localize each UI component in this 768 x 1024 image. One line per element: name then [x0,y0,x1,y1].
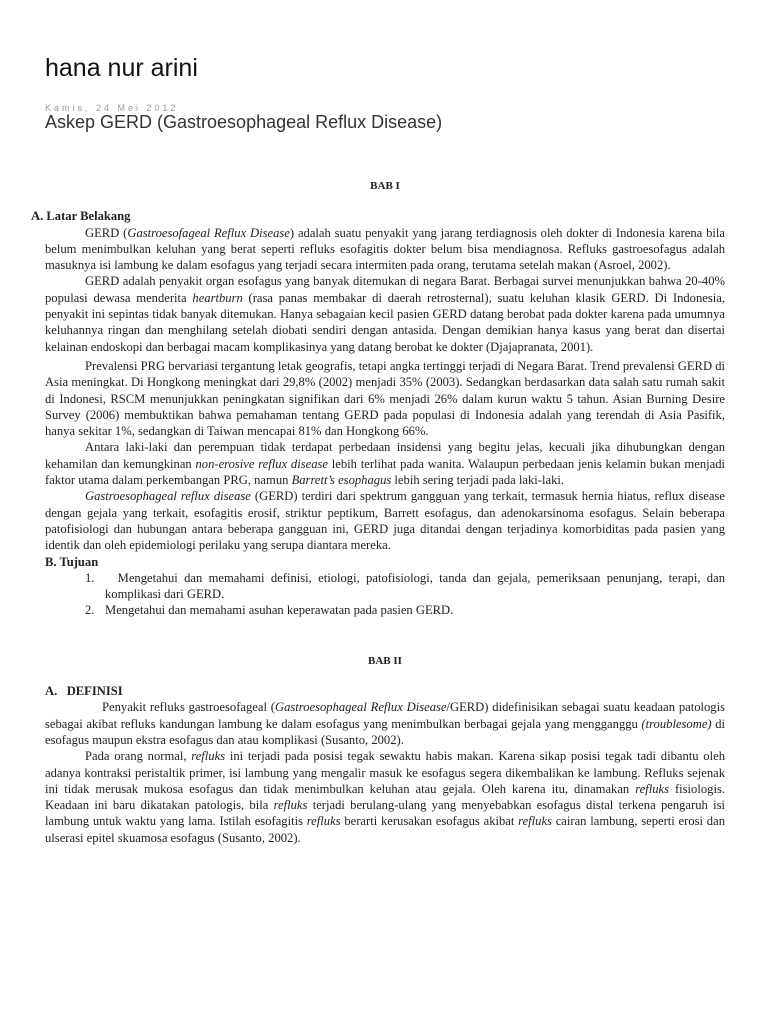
paragraph: GERD adalah penyakit organ esofagus yang banyak ditemukan di negara Barat. Berbagai survei menunjukkan bahwa 20-40% populasi dewasa menderita heartburn (rasa panas membakar di daerah retrosternal), suatu keluhan klasik GERD. Di Indonesia, penyakit ini sepintas tidak banyak ditemukan. Hanya sebagaian kecil pasien GERD datang berobat pada dokter karena pada umumnya keluhannya ringan dan menghilang setelah diobati sendiri dengan antasida. Dengan demikian hanya kasus yang berat dan disertai kelainan endoskopi dan berbagai macam komplikasinya yang datang berobat ke dokter (Djajapranata, 2001). [45,274,725,354]
paragraph: GERD (Gastroesofageal Reflux Disease) adalah suatu penyakit yang jarang terdiagnosis oleh dokter di Indonesia karena bila belum menimbulkan keluhan yang berat seperti refluks esofagitis dokter belum bisa mendiagnosa. Refluks gastroesofagus adalah masuknya isi lambung ke dalam esofagus yang terjadi secara intermiten pada orang, terutama setelah makan (Asroel, 2002). [45,225,726,273]
chapter-heading-bab-2: BAB II [368,654,402,667]
post-body [31,178,729,846]
paragraph: Pada orang normal, refluks ini terjadi pada posisi tegak sewaktu habis makan. Karena sikap posisi tegak tadi dibantu oleh adanya kontraksi peristaltik primer, isi lambung yang mengalir masuk ke esofagus segera dikembalikan ke lambung. Refluks sejenak ini tidak merusak mukosa esofagus dan tidak menimbulkan keluhan atau gejala. Oleh karena itu, dinamakan refluks fisiologis. Keadaan ini baru dikatakan patologis, bila refluks terjadi berulang-ulang yang menyebabkan esofagus distal terkena pengaruh isi lambung untuk waktu yang lama. Istilah esofagitis refluks berarti kerusakan esofagus akibat refluks cairan lambung, seperti erosi dan ulserasi epitel skuamosa esofagus (Susanto, 2002). [45,749,725,845]
paragraph: Penyakit refluks gastroesofageal (Gastroesophageal Reflux Disease/GERD) didefinisikan sebagai suatu keadaan patologis sebagai akibat refluks kandungan lambung ke dalam esofagus yang menimbulkan berbagai gejala yang mengganggu (troublesome) di esofagus maupun ekstra esofagus dan atau komplikasi (Susanto, 2002). [45,700,726,747]
list-item: 2. Mengetahui dan memahami asuhan keperawatan pada pasien GERD. [85,603,454,618]
blog-title[interactable]: hana nur arini [45,54,198,82]
post-date: Kamis, 24 Mei 2012 [45,103,179,113]
post-title[interactable]: Askep GERD (Gastroesophageal Reflux Disease) [45,112,443,132]
section-heading-latar-belakang: A. Latar Belakang [31,209,131,224]
list-item: 1. Mengetahui dan memahami definisi, etiologi, patofisiologi, tanda dan gejala, pemeriksaan penunjang, terapi, dan komplikasi dari GERD. [85,570,729,602]
tujuan-list [45,570,729,619]
chapter-heading-bab-1: BAB I [370,180,400,192]
section-heading-tujuan: B. Tujuan [45,554,99,569]
paragraph: Antara laki-laki dan perempuan tidak terdapat perbedaan insidensi yang begitu jelas, kecuali jika dihubungkan dengan kehamilan dan kemungkinan non-erosive reflux disease lebih terlihat pada wanita. Walaupun perbedaan jenis kelamin bukan menjadi faktor utama dalam perkembangan PRG, namun Barrett’s esophagus lebih sering terjadi pada laki-laki. [45,440,725,488]
section-heading-definisi: A. DEFINISI [45,684,123,699]
paragraph: Prevalensi PRG bervariasi tergantung letak geografis, tetapi angka tertinggi terjadi di Negara Barat. Trend prevalensi GERD di Asia meningkat. Di Hongkong meningkat dari 29,8% (2002) menjadi 35% (2003). Sedangkan berdasarkan data salah satu rumah sakit di Indonesi, RSCM menunjukkan peningkatan signifikan dari 6% menjadi 26% dalam kurun waktu 5 tahun. Asian Burning Desire Survey (2006) membuktikan bahwa pemahaman tentang GERD pada populasi di Indonesia adalah yang terendah di Asia Pasifik, hanya sekitar 1%, sedangkan di Taiwan mencapai 81% dan Hongkong 66%. [45,358,725,439]
paragraph: Gastroesophageal reflux disease (GERD) terdiri dari spektrum gangguan yang terkait, termasuk hernia hiatus, reflux disease dengan gejala yang terkait, esofagitis erosif, striktur peptikum, Barrett esofagus, dan adenokarsinoma esofagus. Selain beberapa patofisiologi dan hubungan antara beberapa gangguan ini, GERD juga ditandai dengan terjadinya komorbiditas pada pasien yang identik dan oleh epidemiologi perilaku yang serupa diantara mereka. [45,489,725,553]
